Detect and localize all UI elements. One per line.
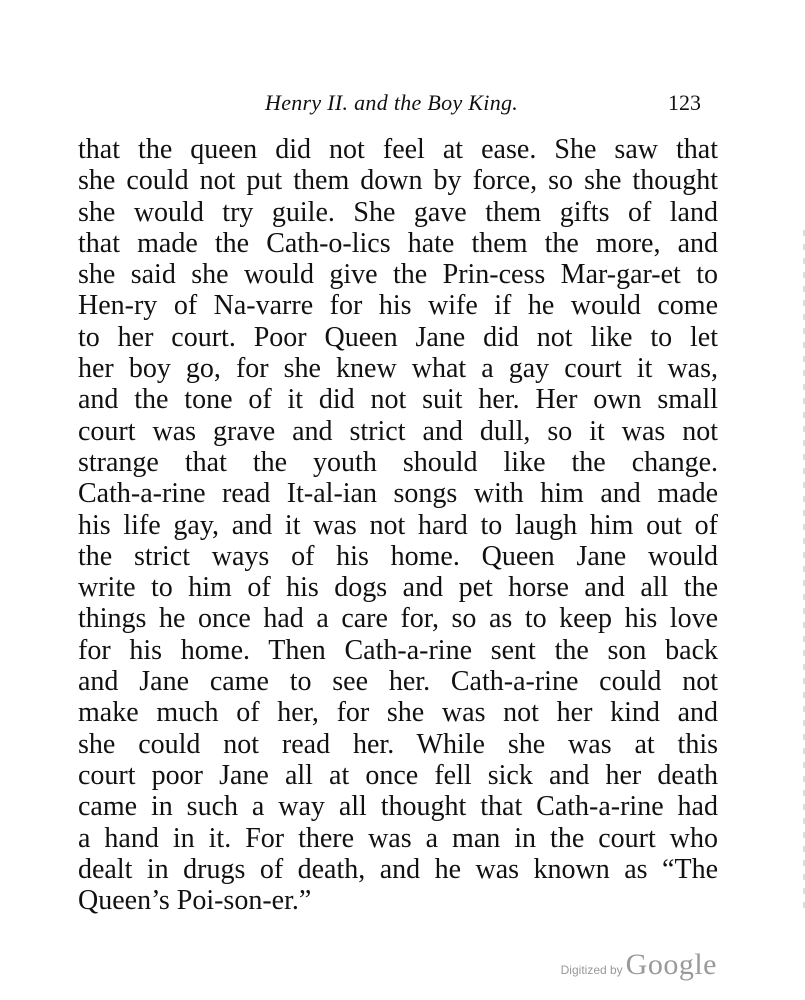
text-line: make much of her, for she was not her kind and	[78, 697, 718, 729]
text-line: strange that the youth should like the change.	[78, 446, 718, 478]
digitized-watermark	[561, 948, 717, 982]
text-line: things he once had a care for, so as to keep his love	[78, 603, 718, 635]
text-line: court poor Jane all at once fell sick and her death	[78, 759, 718, 791]
running-title: Henry II. and the Boy King.	[265, 90, 519, 115]
google-logo: Google	[625, 948, 717, 981]
text-line: court was grave and strict and dull, so it was not	[78, 415, 718, 447]
text-line: she could not read her. While she was at this	[78, 728, 718, 760]
text-line: Cath-a-rine read It-al-ian songs with him and made	[78, 478, 718, 510]
text-line: and the tone of it did not suit her. Her own small	[78, 384, 718, 416]
text-line: write to him of his dogs and pet horse and all the	[78, 572, 718, 604]
page-number: 123	[668, 90, 701, 115]
text-line: came in such a way all thought that Cath-a-rine had	[78, 791, 718, 823]
text-line-last: Queen’s Poi-son-er.”	[78, 885, 312, 917]
text-line: his life gay, and it was not hard to laugh him out of	[78, 509, 718, 541]
text-line: her boy go, for she knew what a gay court it was,	[78, 353, 718, 385]
text-line: that the queen did not feel at ease. She saw that	[78, 134, 718, 165]
body-text	[78, 134, 718, 916]
text-line: and Jane came to see her. Cath-a-rine could not	[78, 666, 718, 698]
text-line: dealt in drugs of death, and he was known as “The	[78, 853, 718, 885]
text-line: Hen-ry of Na-varre for his wife if he would come	[78, 290, 718, 322]
text-line: she would try guile. She gave them gifts of land	[78, 196, 718, 228]
text-line: a hand in it. For there was a man in the court who	[78, 822, 718, 854]
text-line: she could not put them down by force, so she thought	[78, 165, 718, 197]
text-line: for his home. Then Cath-a-rine sent the son back	[78, 634, 718, 666]
text-line: that made the Cath-o-lics hate them the more, and	[78, 227, 718, 259]
text-line: the strict ways of his home. Queen Jane would	[78, 540, 718, 572]
text-line: she said she would give the Prin-cess Mar-gar-et to	[78, 259, 718, 291]
text-line: to her court. Poor Queen Jane did not like to let	[78, 321, 718, 353]
watermark-prefix: Digitized by	[560, 963, 623, 977]
